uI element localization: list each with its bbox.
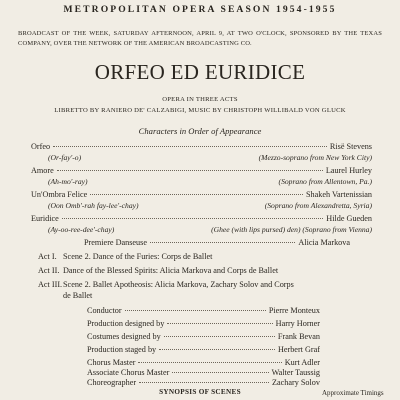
act-line-continued: de Ballet xyxy=(63,291,93,300)
crew-role: Associate Chorus Master xyxy=(87,368,170,377)
crew-row xyxy=(87,378,320,387)
synopsis-heading: SYNOPSIS OF SCENES xyxy=(159,388,241,396)
premiere-label: Premiere Danseuse xyxy=(84,238,147,247)
voice-origin: (Soprano from Alexandretta, Syria) xyxy=(264,201,372,210)
crew-row xyxy=(87,306,320,315)
crew-name: Harry Horner xyxy=(275,319,320,328)
opera-subtitle: OPERA IN THREE ACTS xyxy=(162,96,238,103)
season-heading: METROPOLITAN OPERA SEASON 1954-1955 xyxy=(63,4,337,15)
dot-leader xyxy=(172,372,268,373)
role-pronunciation: (Oon Omb'-rah fay-lee'-chay) xyxy=(48,201,139,210)
dot-leader xyxy=(159,349,275,350)
cast-row xyxy=(31,166,372,175)
crew-name: Walter Taussig xyxy=(271,368,320,377)
act-description: Dance of the Blessed Spirits: Alicia Markova and Corps de Ballet xyxy=(63,266,279,275)
dot-leader xyxy=(90,194,303,195)
dot-leader xyxy=(62,218,324,219)
crew-role: Production designed by xyxy=(87,319,165,328)
dot-leader xyxy=(139,382,269,383)
crew-name: Kurt Adler xyxy=(284,358,320,367)
dot-leader xyxy=(138,362,281,363)
crew-name: Zachary Solov xyxy=(272,378,320,387)
opera-title: ORFEO ED EURIDICE xyxy=(94,60,306,84)
voice-origin: (Ghee (with lips pursed) den) (Soprano from Vienna) xyxy=(211,225,372,234)
pronunciation-row xyxy=(48,177,372,186)
singer-name: Risë Stevens xyxy=(329,142,372,151)
role-pronunciation: (Or-fay'-o) xyxy=(48,153,82,162)
act-line xyxy=(38,266,278,275)
crew-name: Frank Bevan xyxy=(277,332,320,341)
cast-row xyxy=(31,142,372,151)
role-pronunciation: (Ay-oo-ree-dee'-chay) xyxy=(48,225,115,234)
singer-name: Hilde Gueden xyxy=(326,214,372,223)
crew-name: Herbert Graf xyxy=(277,345,320,354)
credits-line: LIBRETTO BY RANIERO DE' CALZABIGI, MUSIC BY CHRISTOPH WILLIBALD VON GLUCK xyxy=(54,107,346,114)
act-line xyxy=(38,252,212,261)
voice-origin: (Soprano from Allentown, Pa.) xyxy=(278,177,372,186)
crew-role: Choreographer xyxy=(87,378,137,387)
premiere-row xyxy=(84,238,350,247)
act-line xyxy=(38,280,294,289)
dot-leader xyxy=(57,170,323,171)
characters-heading: Characters in Order of Appearance xyxy=(138,126,262,136)
cast-row xyxy=(31,190,372,199)
voice-origin: (Mezzo-soprano from New York City) xyxy=(258,153,372,162)
dot-leader xyxy=(167,323,272,324)
singer-name: Shakeh Vartenissian xyxy=(305,190,372,199)
role-name: Orfeo xyxy=(31,142,51,151)
crew-row xyxy=(87,319,320,328)
pronunciation-row xyxy=(48,201,372,210)
crew-row xyxy=(87,358,320,367)
dot-leader xyxy=(53,146,327,147)
premiere-name: Alicia Markova xyxy=(298,238,350,247)
dot-leader xyxy=(125,310,266,311)
singer-name: Laurel Hurley xyxy=(325,166,372,175)
crew-row xyxy=(87,345,320,354)
dot-leader xyxy=(164,336,275,337)
role-pronunciation: (Ah-mo'-ray) xyxy=(48,177,88,186)
crew-name: Pierre Monteux xyxy=(268,306,320,315)
crew-role: Costumes designed by xyxy=(87,332,161,341)
act-description: Scene 2. Ballet Apotheosis: Alicia Markova, Zachary Solov and Corps xyxy=(63,280,294,289)
role-name: Amore xyxy=(31,166,54,175)
dot-leader xyxy=(150,242,295,243)
cast-row xyxy=(31,214,372,223)
pronunciation-row xyxy=(48,153,372,162)
timings-label: Approximate Timings xyxy=(322,389,384,397)
act-number: Act III. xyxy=(38,280,63,289)
broadcast-info: BROADCAST OF THE WEEK, SATURDAY AFTERNOON, APRIL 9, AT TWO O'CLOCK, SPONSORED BY THE TEXAS COMPANY, OVER THE NETWORK OF THE AMERICAN BROADCASTING CO. xyxy=(18,30,382,47)
act-number: Act I. xyxy=(38,252,57,261)
crew-row xyxy=(87,332,320,341)
crew-role: Chorus Master xyxy=(87,358,136,367)
role-name: Euridice xyxy=(31,214,59,223)
crew-row xyxy=(87,368,320,377)
act-number: Act II. xyxy=(38,266,60,275)
crew-role: Conductor xyxy=(87,306,122,315)
act-description: Scene 2. Dance of the Furies: Corps de Ballet xyxy=(63,252,213,261)
role-name: Un'Ombra Felice xyxy=(31,190,88,199)
crew-role: Production staged by xyxy=(87,345,157,354)
pronunciation-row xyxy=(48,225,372,234)
